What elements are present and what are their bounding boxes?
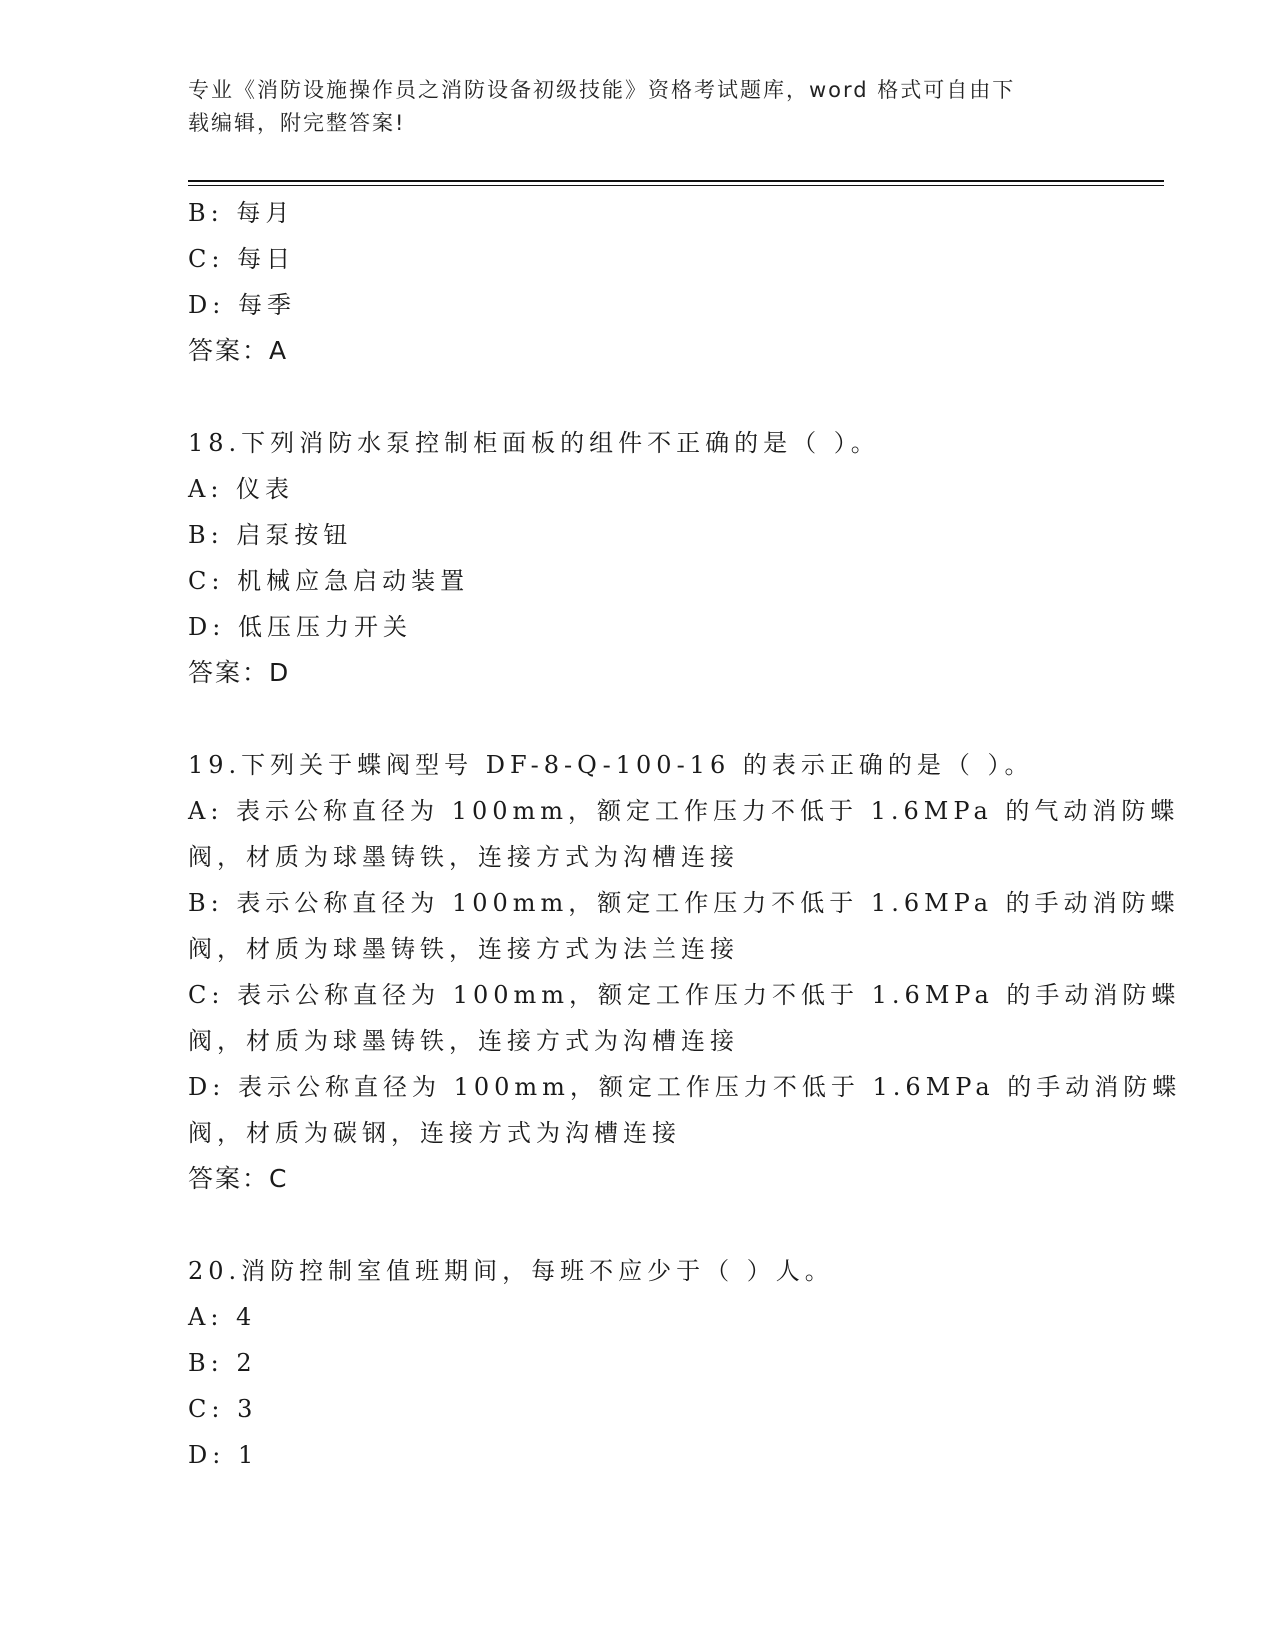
document-header	[188, 74, 1068, 140]
question-19	[188, 742, 1182, 1202]
q20-option-d: D: 1	[188, 1441, 259, 1469]
question-17	[188, 190, 1088, 374]
q17-option-c: C: 每日	[188, 245, 296, 273]
q20-option-b: B: 2	[188, 1349, 257, 1377]
spacer	[188, 374, 1088, 420]
q19-option-b-line-2: 阀，材质为球墨铸铁，连接方式为法兰连接	[188, 935, 739, 963]
q18-answer: 答案：D	[188, 658, 291, 687]
q19-option-a-line-2: 阀，材质为球墨铸铁，连接方式为沟槽连接	[188, 843, 739, 871]
q18-option-c: C: 机械应急启动装置	[188, 567, 470, 595]
q19-option-c-line-2: 阀，材质为球墨铸铁，连接方式为沟槽连接	[188, 1027, 739, 1055]
q20-stem: 20.消防控制室值班期间，每班不应少于（ ）人。	[188, 1257, 834, 1285]
q19-option-c-line-1: C: 表示公称直径为 100mm，额定工作压力不低于 1.6MPa 的手动消防蝶	[188, 981, 1181, 1009]
q18-option-b: B: 启泵按钮	[188, 521, 353, 549]
q18-option-d: D: 低压压力开关	[188, 613, 412, 641]
q19-stem: 19.下列关于蝶阀型号 DF-8-Q-100-16 的表示正确的是（ ）。	[188, 751, 1034, 779]
q19-option-d-line-2: 阀，材质为碳钢，连接方式为沟槽连接	[188, 1119, 681, 1147]
spacer	[188, 1202, 1088, 1248]
spacer	[188, 696, 1088, 742]
q19-answer: 答案：C	[188, 1164, 289, 1193]
q19-option-b-line-1: B: 表示公称直径为 100mm，额定工作压力不低于 1.6MPa 的手动消防蝶	[188, 889, 1180, 917]
q19-option-d-line-1: D: 表示公称直径为 100mm，额定工作压力不低于 1.6MPa 的手动消防蝶	[188, 1073, 1182, 1101]
q17-answer: 答案：A	[188, 336, 289, 365]
header-line-2: 载编辑，附完整答案!	[188, 111, 406, 135]
question-content	[188, 190, 1182, 1478]
question-18	[188, 420, 1088, 696]
q20-option-c: C: 3	[188, 1395, 258, 1423]
header-rule-thin	[188, 185, 1164, 186]
q19-option-a-line-1: A: 表示公称直径为 100mm，额定工作压力不低于 1.6MPa 的气动消防蝶	[188, 797, 1180, 825]
q18-stem: 18.下列消防水泵控制柜面板的组件不正确的是（ ）。	[188, 429, 880, 457]
q17-option-b: B: 每月	[188, 199, 295, 227]
question-20	[188, 1248, 1088, 1478]
header-rule-thick	[188, 180, 1164, 182]
header-line-1: 专业《消防设施操作员之消防设备初级技能》资格考试题库，word 格式可自由下	[188, 78, 1016, 102]
q18-option-a: A: 仪表	[188, 475, 295, 503]
q20-option-a: A: 4	[188, 1303, 257, 1331]
q17-option-d: D: 每季	[188, 291, 296, 319]
